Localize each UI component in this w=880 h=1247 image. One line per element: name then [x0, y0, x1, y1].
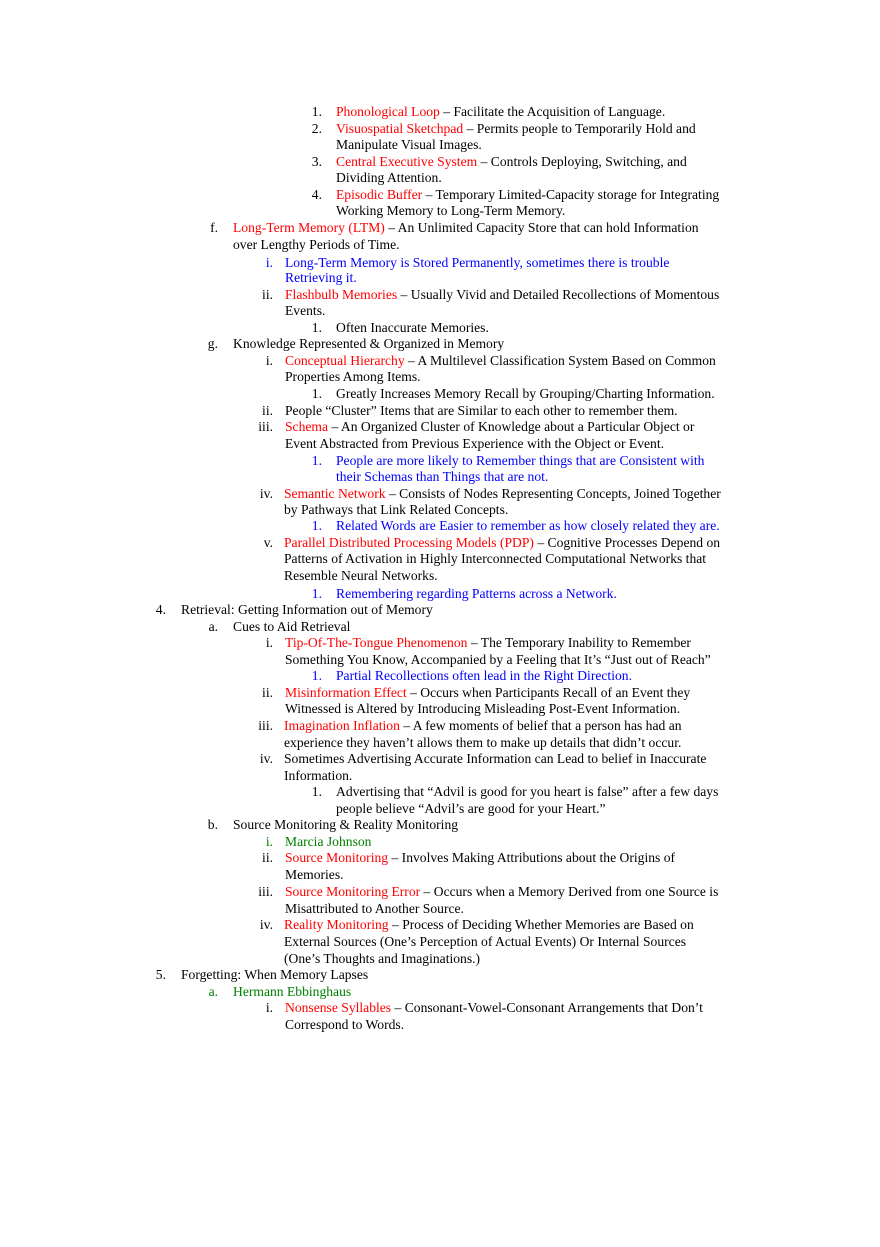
- term-text: Central Executive System: [336, 154, 478, 169]
- outline-item: [285, 850, 675, 867]
- body-text: experience they haven’t allows them to make up details that didn’t occur.: [284, 735, 682, 750]
- outline-marker: a.: [208, 619, 218, 634]
- term-text: Visuospatial Sketchpad: [336, 121, 464, 136]
- outline-marker: 5.: [155, 967, 166, 982]
- outline-item: [336, 453, 704, 470]
- outline-item-continuation: [284, 568, 438, 585]
- outline-item-continuation: [336, 469, 548, 486]
- outline-marker: iii.: [258, 718, 273, 733]
- outline-marker: i.: [265, 834, 273, 849]
- body-text: Event Abstracted from Previous Experience with the Object or Event.: [285, 436, 664, 451]
- body-text: people believe “Advil’s are good for your Heart.”: [336, 801, 606, 816]
- body-text: (One’s Thoughts and Imaginations.): [284, 951, 481, 966]
- outline-item: [336, 187, 719, 204]
- outline-marker: iv.: [259, 486, 273, 501]
- term-text: Imagination Inflation: [284, 718, 400, 733]
- outline-item: [284, 535, 720, 552]
- outline-item: [285, 1000, 703, 1017]
- body-text: Greatly Increases Memory Recall by Grouping/Charting Information.: [336, 386, 715, 401]
- outline-item-continuation: [336, 801, 606, 818]
- outline-item-continuation: [285, 867, 344, 884]
- body-text: Working Memory to Long-Term Memory.: [336, 203, 566, 218]
- body-text: – The Temporary Inability to Remember: [467, 635, 691, 650]
- outline-item-continuation: [285, 436, 664, 453]
- term-text: Schema: [285, 419, 329, 434]
- outline-item: [336, 154, 687, 171]
- note-text: their Schemas than Things that are not.: [336, 469, 549, 484]
- term-text: Misinformation Effect: [285, 685, 407, 700]
- note-text: People are more likely to Remember things that are Consistent with: [336, 453, 705, 468]
- body-text: over Lengthy Periods of Time.: [233, 237, 400, 252]
- outline-item: [284, 718, 682, 735]
- body-text: – Process of Deciding Whether Memories are Based on: [388, 917, 694, 932]
- body-text: – Facilitate the Acquisition of Language.: [439, 104, 666, 119]
- outline-item: [233, 984, 351, 1001]
- term-text: Conceptual Hierarchy: [285, 353, 405, 368]
- body-text: – Consonant-Vowel-Consonant Arrangements that Don’t: [391, 1000, 703, 1015]
- body-text: Information.: [284, 768, 353, 783]
- outline-item: [284, 751, 706, 768]
- outline-item-continuation: [285, 1017, 404, 1034]
- outline-marker: b.: [207, 817, 218, 832]
- body-text: Often Inaccurate Memories.: [336, 320, 489, 335]
- outline-item: [285, 834, 371, 851]
- outline-item-continuation: [285, 652, 711, 669]
- outline-item: [336, 668, 632, 685]
- term-text: Flashbulb Memories: [285, 287, 398, 302]
- body-text: Retrieval: Getting Information out of Memory: [181, 602, 433, 617]
- outline-item-continuation: [285, 701, 680, 718]
- term-text: Parallel Distributed Processing Models (PDP): [284, 535, 534, 550]
- outline-marker: 4.: [155, 602, 166, 617]
- outline-item-continuation: [284, 551, 706, 568]
- term-text: Episodic Buffer: [336, 187, 423, 202]
- term-text: Long-Term Memory (LTM): [233, 220, 385, 235]
- body-text: Knowledge Represented & Organized in Memory: [233, 336, 505, 351]
- outline-item-continuation: [336, 137, 482, 154]
- outline-item-continuation: [285, 303, 325, 320]
- outline-marker: 1.: [311, 586, 322, 601]
- term-text: Nonsense Syllables: [285, 1000, 392, 1015]
- outline-marker: 1.: [311, 784, 322, 799]
- body-text: Manipulate Visual Images.: [336, 137, 482, 152]
- term-text: Tip-Of-The-Tongue Phenomenon: [285, 635, 468, 650]
- outline-item-continuation: [285, 270, 357, 287]
- outline-marker: i.: [265, 255, 273, 270]
- body-text: Advertising that “Advil is good for you heart is false” after a few days: [336, 784, 719, 799]
- outline-marker: a.: [208, 984, 218, 999]
- outline-marker: 2.: [311, 121, 322, 136]
- outline-item-continuation: [284, 502, 508, 519]
- outline-item-continuation: [336, 203, 565, 220]
- outline-item: [233, 336, 504, 353]
- body-text: – A Multilevel Classification System Based on Common: [404, 353, 716, 368]
- note-text: Long-Term Memory is Stored Permanently, sometimes there is trouble: [285, 255, 670, 270]
- outline-marker: 1.: [311, 518, 322, 533]
- outline-marker: iv.: [259, 917, 273, 932]
- outline-marker: 4.: [311, 187, 322, 202]
- term-text: Reality Monitoring: [284, 917, 389, 932]
- outline-item: [285, 685, 690, 702]
- body-text: Source Monitoring & Reality Monitoring: [233, 817, 459, 832]
- body-text: People “Cluster” Items that are Similar to each other to remember them.: [285, 403, 678, 418]
- body-text: Patterns of Activation in Highly Interconnected Computational Networks that: [284, 551, 707, 566]
- outline-marker: 3.: [311, 154, 322, 169]
- outline-item: [233, 817, 458, 834]
- outline-marker: iv.: [259, 751, 273, 766]
- outline-item: [336, 121, 696, 138]
- body-text: Dividing Attention.: [336, 170, 442, 185]
- outline-item: [336, 518, 720, 535]
- outline-marker: v.: [263, 535, 273, 550]
- term-text: Semantic Network: [284, 486, 386, 501]
- body-text: – Cognitive Processes Depend on: [533, 535, 721, 550]
- body-text: – Temporary Limited-Capacity storage for Integrating: [422, 187, 720, 202]
- outline-marker: iii.: [258, 884, 273, 899]
- outline-item-continuation: [285, 901, 464, 918]
- body-text: – Usually Vivid and Detailed Recollections of Momentous: [397, 287, 720, 302]
- outline-marker: iii.: [258, 419, 273, 434]
- outline-marker: ii.: [262, 850, 273, 865]
- body-text: Something You Know, Accompanied by a Feeling that It’s “Just out of Reach”: [285, 652, 711, 667]
- person-name: Marcia Johnson: [285, 834, 372, 849]
- body-text: by Pathways that Link Related Concepts.: [284, 502, 509, 517]
- body-text: – Involves Making Attributions about the Origins of: [388, 850, 676, 865]
- outline-marker: 1.: [311, 668, 322, 683]
- body-text: Memories.: [285, 867, 344, 882]
- outline-item: [285, 884, 718, 901]
- outline-item: [181, 602, 433, 619]
- body-text: External Sources (One’s Perception of Actual Events) Or Internal Sources: [284, 934, 687, 949]
- body-text: – A few moments of belief that a person has had an: [399, 718, 682, 733]
- outline-item: [336, 784, 718, 801]
- outline-marker: 1.: [311, 104, 322, 119]
- outline-marker: ii.: [262, 685, 273, 700]
- body-text: – Controls Deploying, Switching, and: [477, 154, 687, 169]
- outline-marker: i.: [265, 353, 273, 368]
- body-text: – Occurs when a Memory Derived from one Source is: [420, 884, 719, 899]
- body-text: Sometimes Advertising Accurate Information can Lead to belief in Inaccurate: [284, 751, 707, 766]
- body-text: – An Organized Cluster of Knowledge about a Particular Object or: [328, 419, 695, 434]
- outline-marker: i.: [265, 1000, 273, 1015]
- outline-marker: f.: [210, 220, 218, 235]
- person-name: Hermann Ebbinghaus: [233, 984, 352, 999]
- outline-item-continuation: [284, 768, 352, 785]
- outline-item: [284, 486, 721, 503]
- term-text: Source Monitoring Error: [285, 884, 421, 899]
- outline-marker: 1.: [311, 320, 322, 335]
- outline-marker: 1.: [311, 386, 322, 401]
- outline-item-continuation: [284, 735, 681, 752]
- term-text: Source Monitoring: [285, 850, 389, 865]
- body-text: Forgetting: When Memory Lapses: [181, 967, 369, 982]
- body-text: Resemble Neural Networks.: [284, 568, 438, 583]
- note-text: Related Words are Easier to remember as how closely related they are.: [336, 518, 720, 533]
- outline-item: [336, 320, 489, 337]
- outline-marker: g.: [207, 336, 218, 351]
- outline-marker: ii.: [262, 403, 273, 418]
- outline-marker: i.: [265, 635, 273, 650]
- outline-item: [285, 287, 719, 304]
- outline-item: [233, 619, 350, 636]
- outline-item-continuation: [284, 951, 480, 968]
- body-text: Properties Among Items.: [285, 369, 421, 384]
- outline-item-continuation: [285, 369, 421, 386]
- outline-item: [285, 403, 678, 420]
- body-text: Correspond to Words.: [285, 1017, 405, 1032]
- outline-item: [336, 586, 617, 603]
- outline-item: [336, 104, 665, 121]
- outline-item: [336, 386, 715, 403]
- body-text: Events.: [285, 303, 326, 318]
- outline-marker: 1.: [311, 453, 322, 468]
- body-text: – Occurs when Participants Recall of an Event they: [406, 685, 691, 700]
- body-text: Misattributed to Another Source.: [285, 901, 464, 916]
- term-text: Phonological Loop: [336, 104, 440, 119]
- body-text: – Permits people to Temporarily Hold and: [463, 121, 696, 136]
- outline-item: [285, 419, 694, 436]
- outline-item-continuation: [336, 170, 442, 187]
- outline-item: [181, 967, 368, 984]
- outline-item-continuation: [233, 237, 400, 254]
- outline-item-continuation: [284, 934, 686, 951]
- body-text: – Consists of Nodes Representing Concepts, Joined Together: [385, 486, 721, 501]
- body-text: Cues to Aid Retrieval: [233, 619, 351, 634]
- outline-item: [233, 220, 699, 237]
- outline-item: [285, 353, 716, 370]
- outline-item: [285, 635, 691, 652]
- note-text: Retrieving it.: [285, 270, 357, 285]
- body-text: – An Unlimited Capacity Store that can hold Information: [384, 220, 699, 235]
- note-text: Remembering regarding Patterns across a Network.: [336, 586, 617, 601]
- outline-item: [284, 917, 694, 934]
- outline-marker: ii.: [262, 287, 273, 302]
- note-text: Partial Recollections often lead in the Right Direction.: [336, 668, 632, 683]
- body-text: Witnessed is Altered by Introducing Misleading Post-Event Information.: [285, 701, 681, 716]
